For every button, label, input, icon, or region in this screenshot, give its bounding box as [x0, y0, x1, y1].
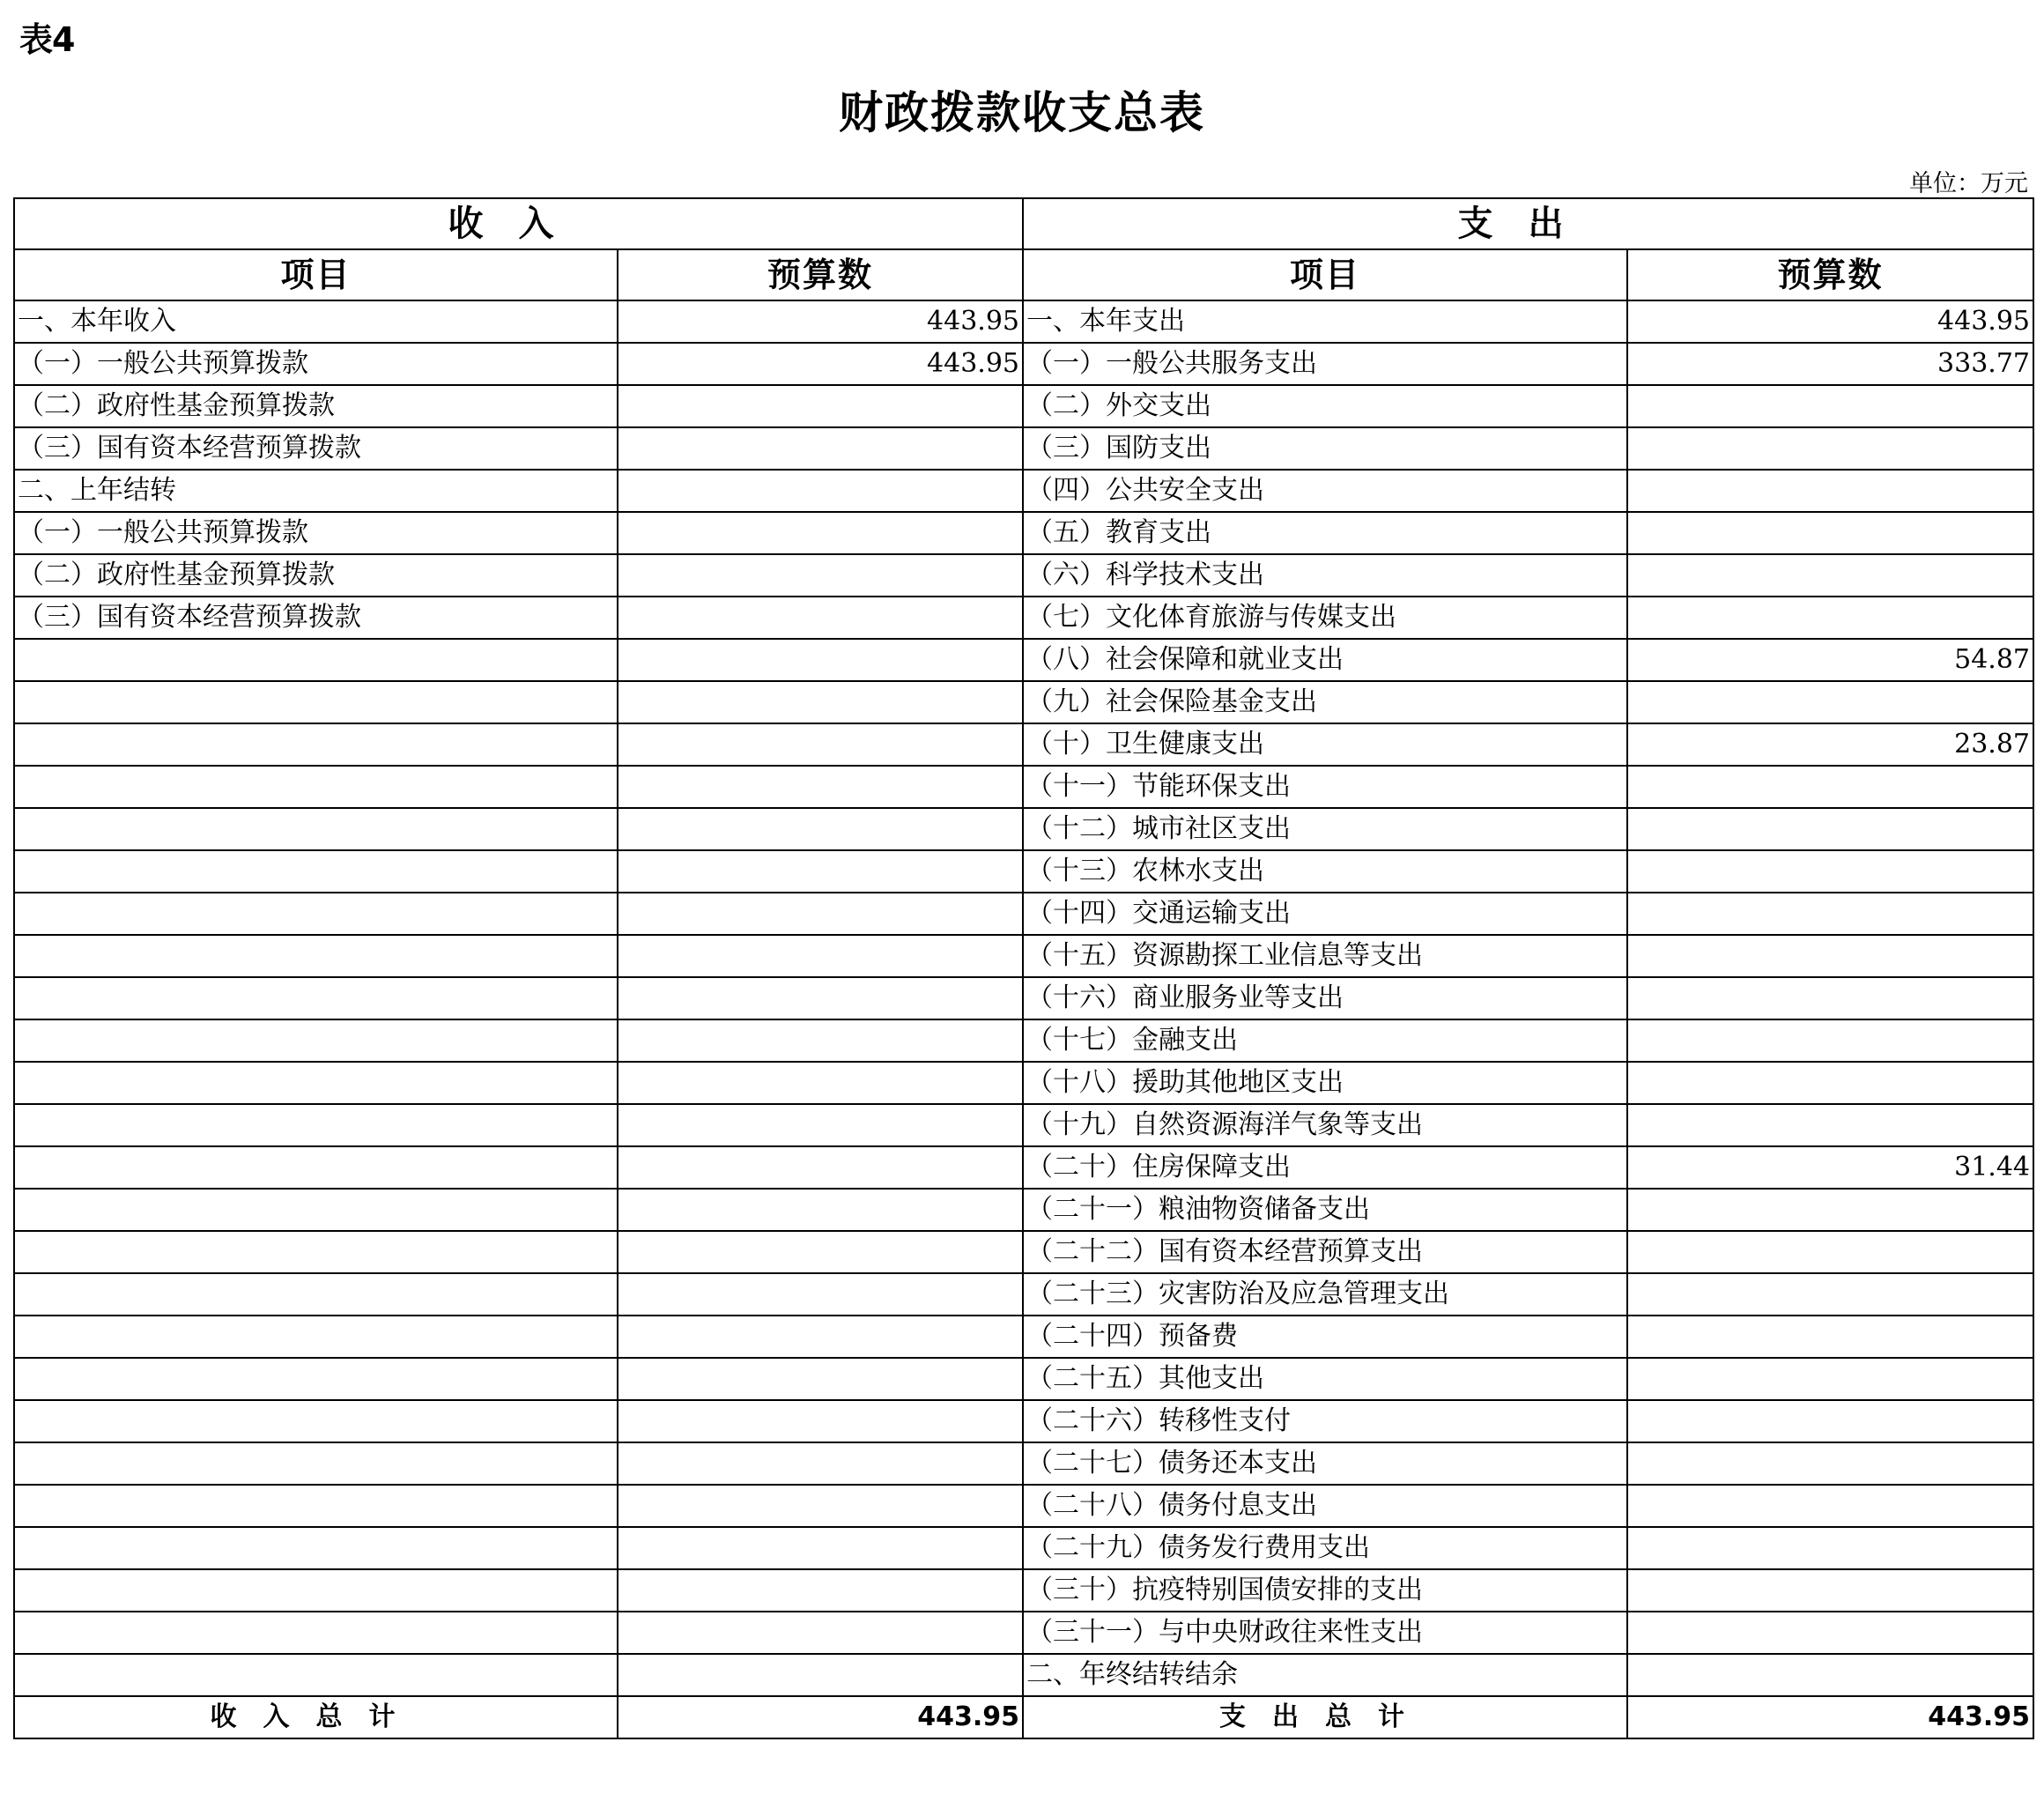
expense-value-cell: [1627, 512, 2033, 554]
income-total-value: 443.95: [618, 1696, 1023, 1738]
table-row: [14, 1358, 2033, 1400]
table-row: [14, 1104, 2033, 1146]
expense-value-cell: [1627, 1062, 2033, 1104]
expense-value-cell: [1627, 1612, 2033, 1654]
expense-item-cell: （十七）金融支出: [1023, 1019, 1627, 1062]
income-value-cell: [618, 1189, 1023, 1231]
expense-value-cell: [1627, 470, 2033, 512]
income-item-cell: [14, 1189, 618, 1231]
expense-item-cell: （十二）城市社区支出: [1023, 808, 1627, 850]
expense-value-cell: [1627, 1019, 2033, 1062]
income-item-cell: （一）一般公共预算拨款: [14, 512, 618, 554]
table-row: [14, 597, 2033, 639]
expense-value-cell: 23.87: [1627, 723, 2033, 766]
income-item-cell: （一）一般公共预算拨款: [14, 343, 618, 385]
expense-item-cell: （六）科学技术支出: [1023, 554, 1627, 597]
expense-value-cell: [1627, 1104, 2033, 1146]
table-row: [14, 1400, 2033, 1442]
expense-value-cell: [1627, 1316, 2033, 1358]
expense-item-cell: （十四）交通运输支出: [1023, 893, 1627, 935]
expense-total-label: 支出总计: [1023, 1696, 1627, 1738]
expense-item-cell: （二十八）债务付息支出: [1023, 1485, 1627, 1527]
expense-value-cell: 54.87: [1627, 639, 2033, 681]
income-item-cell: 二、上年结转: [14, 470, 618, 512]
expense-section-header: 支出: [1023, 198, 2033, 249]
expense-value-cell: [1627, 977, 2033, 1019]
income-item-cell: [14, 808, 618, 850]
income-value-cell: 443.95: [618, 300, 1023, 343]
table-row: [14, 1019, 2033, 1062]
expense-value-cell: [1627, 1442, 2033, 1485]
income-value-cell: [618, 385, 1023, 427]
expense-value-cell: [1627, 681, 2033, 723]
income-item-cell: [14, 681, 618, 723]
income-value-cell: [618, 512, 1023, 554]
table-row: [14, 850, 2033, 893]
income-item-header: 项目: [14, 249, 618, 300]
expense-item-cell: （十）卫生健康支出: [1023, 723, 1627, 766]
expense-item-cell: （十九）自然资源海洋气象等支出: [1023, 1104, 1627, 1146]
expense-item-cell: （二十）住房保障支出: [1023, 1146, 1627, 1189]
expense-item-cell: （二十七）债务还本支出: [1023, 1442, 1627, 1485]
income-value-cell: [618, 1358, 1023, 1400]
table-row: [14, 935, 2033, 977]
expense-total-value: 443.95: [1627, 1696, 2033, 1738]
income-value-cell: [618, 1231, 1023, 1273]
table-row: [14, 1527, 2033, 1569]
income-item-cell: （三）国有资本经营预算拨款: [14, 597, 618, 639]
income-item-cell: （二）政府性基金预算拨款: [14, 385, 618, 427]
table-row: [14, 681, 2033, 723]
income-value-cell: [618, 554, 1023, 597]
table-row: [14, 1485, 2033, 1527]
expense-value-cell: [1627, 935, 2033, 977]
table-row: [14, 893, 2033, 935]
income-item-cell: [14, 1062, 618, 1104]
income-item-cell: [14, 1442, 618, 1485]
column-header-row: [14, 249, 2033, 300]
expense-item-cell: （四）公共安全支出: [1023, 470, 1627, 512]
expense-item-cell: （三十一）与中央财政往来性支出: [1023, 1612, 1627, 1654]
expense-item-cell: （十五）资源勘探工业信息等支出: [1023, 935, 1627, 977]
expense-item-header: 项目: [1023, 249, 1627, 300]
expense-item-cell: （五）教育支出: [1023, 512, 1627, 554]
income-item-cell: [14, 1569, 618, 1612]
income-item-cell: [14, 1485, 618, 1527]
expense-value-cell: [1627, 1400, 2033, 1442]
income-value-cell: [618, 1273, 1023, 1316]
income-value-cell: [618, 1316, 1023, 1358]
income-section-header: 收入: [14, 198, 1023, 249]
table-row: [14, 766, 2033, 808]
income-value-cell: [618, 893, 1023, 935]
table-row: [14, 1654, 2033, 1696]
table-row: [14, 1442, 2033, 1485]
income-value-cell: [618, 1612, 1023, 1654]
income-budget-header: 预算数: [618, 249, 1023, 300]
expense-item-cell: （十八）援助其他地区支出: [1023, 1062, 1627, 1104]
income-value-cell: [618, 723, 1023, 766]
expense-item-cell: （二十五）其他支出: [1023, 1358, 1627, 1400]
income-item-cell: [14, 850, 618, 893]
income-item-cell: [14, 639, 618, 681]
expense-value-cell: [1627, 808, 2033, 850]
income-value-cell: [618, 766, 1023, 808]
income-value-cell: [618, 1485, 1023, 1527]
income-item-cell: （三）国有资本经营预算拨款: [14, 427, 618, 470]
income-item-cell: [14, 1316, 618, 1358]
income-value-cell: [618, 1146, 1023, 1189]
income-value-cell: [618, 639, 1023, 681]
expense-value-cell: [1627, 1485, 2033, 1527]
unit-label: 单位：万元: [1909, 170, 2028, 197]
table-row: [14, 343, 2033, 385]
expense-value-cell: [1627, 1527, 2033, 1569]
income-value-cell: [618, 1442, 1023, 1485]
income-value-cell: [618, 850, 1023, 893]
income-item-cell: （二）政府性基金预算拨款: [14, 554, 618, 597]
income-item-cell: [14, 977, 618, 1019]
income-value-cell: [618, 597, 1023, 639]
expense-item-cell: （三十）抗疫特别国债安排的支出: [1023, 1569, 1627, 1612]
table-row: [14, 300, 2033, 343]
table-row: [14, 554, 2033, 597]
table-row: [14, 639, 2033, 681]
table-row: [14, 808, 2033, 850]
expense-value-cell: [1627, 766, 2033, 808]
budget-table: [13, 197, 2034, 1739]
income-item-cell: [14, 1146, 618, 1189]
expense-value-cell: [1627, 427, 2033, 470]
table-row: [14, 470, 2033, 512]
expense-item-cell: （二）外交支出: [1023, 385, 1627, 427]
income-value-cell: [618, 1654, 1023, 1696]
expense-item-cell: （二十四）预备费: [1023, 1316, 1627, 1358]
income-value-cell: [618, 977, 1023, 1019]
table-row: [14, 1062, 2033, 1104]
income-item-cell: [14, 893, 618, 935]
table-row: [14, 1146, 2033, 1189]
expense-value-cell: [1627, 1654, 2033, 1696]
expense-value-cell: 31.44: [1627, 1146, 2033, 1189]
income-value-cell: [618, 470, 1023, 512]
table-row: [14, 1316, 2033, 1358]
income-value-cell: [618, 1569, 1023, 1612]
table-row: [14, 1612, 2033, 1654]
table-row: [14, 427, 2033, 470]
expense-value-cell: [1627, 554, 2033, 597]
income-item-cell: [14, 723, 618, 766]
expense-item-cell: 一、本年支出: [1023, 300, 1627, 343]
table-number: 表4: [19, 20, 75, 59]
income-item-cell: [14, 1654, 618, 1696]
income-item-cell: [14, 1104, 618, 1146]
page-title: 财政拨款收支总表: [839, 87, 1205, 138]
table-row: [14, 723, 2033, 766]
income-value-cell: [618, 935, 1023, 977]
expense-item-cell: （二十一）粮油物资储备支出: [1023, 1189, 1627, 1231]
total-row: [14, 1696, 2033, 1738]
income-item-cell: [14, 766, 618, 808]
income-item-cell: [14, 1612, 618, 1654]
income-value-cell: [618, 427, 1023, 470]
expense-item-cell: （二十六）转移性支付: [1023, 1400, 1627, 1442]
expense-value-cell: [1627, 850, 2033, 893]
table-row: [14, 1273, 2033, 1316]
income-value-cell: [618, 1104, 1023, 1146]
expense-item-cell: （十三）农林水支出: [1023, 850, 1627, 893]
income-value-cell: 443.95: [618, 343, 1023, 385]
expense-item-cell: （九）社会保险基金支出: [1023, 681, 1627, 723]
section-header-row: [14, 198, 2033, 249]
expense-item-cell: （二十三）灾害防治及应急管理支出: [1023, 1273, 1627, 1316]
expense-value-cell: 333.77: [1627, 343, 2033, 385]
table-row: [14, 512, 2033, 554]
income-value-cell: [618, 1019, 1023, 1062]
expense-value-cell: [1627, 1273, 2033, 1316]
income-value-cell: [618, 681, 1023, 723]
expense-item-cell: （七）文化体育旅游与传媒支出: [1023, 597, 1627, 639]
expense-value-cell: [1627, 1358, 2033, 1400]
expense-value-cell: [1627, 1189, 2033, 1231]
income-item-cell: [14, 1358, 618, 1400]
income-value-cell: [618, 808, 1023, 850]
income-item-cell: [14, 1231, 618, 1273]
expense-item-cell: （一）一般公共服务支出: [1023, 343, 1627, 385]
table-row: [14, 1569, 2033, 1612]
expense-item-cell: （三）国防支出: [1023, 427, 1627, 470]
table-body: [14, 300, 2033, 1696]
expense-item-cell: （二十二）国有资本经营预算支出: [1023, 1231, 1627, 1273]
income-total-label: 收入总计: [14, 1696, 618, 1738]
expense-item-cell: （十一）节能环保支出: [1023, 766, 1627, 808]
expense-value-cell: [1627, 597, 2033, 639]
expense-value-cell: [1627, 1231, 2033, 1273]
income-item-cell: [14, 935, 618, 977]
expense-item-cell: （八）社会保障和就业支出: [1023, 639, 1627, 681]
expense-value-cell: [1627, 893, 2033, 935]
expense-item-cell: （二十九）债务发行费用支出: [1023, 1527, 1627, 1569]
income-item-cell: [14, 1527, 618, 1569]
income-value-cell: [618, 1400, 1023, 1442]
table-row: [14, 1189, 2033, 1231]
income-item-cell: [14, 1273, 618, 1316]
expense-value-cell: [1627, 1569, 2033, 1612]
expense-budget-header: 预算数: [1627, 249, 2033, 300]
expense-value-cell: [1627, 385, 2033, 427]
income-item-cell: [14, 1400, 618, 1442]
table-row: [14, 1231, 2033, 1273]
income-value-cell: [618, 1527, 1023, 1569]
income-item-cell: 一、本年收入: [14, 300, 618, 343]
expense-item-cell: （十六）商业服务业等支出: [1023, 977, 1627, 1019]
income-item-cell: [14, 1019, 618, 1062]
income-value-cell: [618, 1062, 1023, 1104]
table-row: [14, 385, 2033, 427]
expense-value-cell: 443.95: [1627, 300, 2033, 343]
table-row: [14, 977, 2033, 1019]
expense-item-cell: 二、年终结转结余: [1023, 1654, 1627, 1696]
